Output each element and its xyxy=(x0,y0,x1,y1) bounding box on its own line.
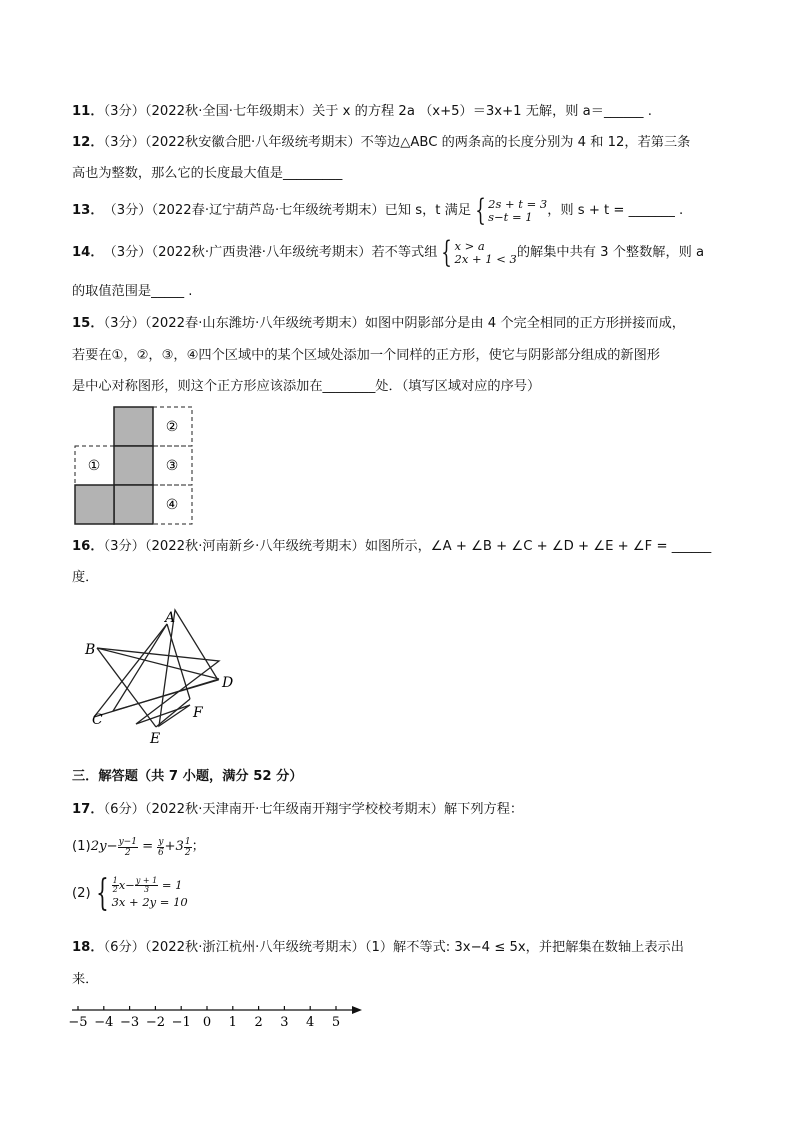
question-text-post: ，则 s + t = _______ . xyxy=(547,203,684,218)
shaded-square xyxy=(114,407,153,446)
expr-text: 2y− xyxy=(90,839,118,854)
inequality-system xyxy=(437,235,517,270)
region-4-label: ④ xyxy=(165,497,179,513)
question-17 xyxy=(72,800,523,820)
fraction-numerator: 1 xyxy=(184,836,191,847)
brace-icon: { xyxy=(441,235,453,270)
question-15-line2: 若要在①，②，③，④四个区域中的某个区域处添加一个同样的正方形，使它与阴影部分组成的新图形 xyxy=(72,348,660,363)
expr-text: ； xyxy=(191,839,205,854)
tick-label: 2 xyxy=(254,1015,263,1030)
vertex-C-label: C xyxy=(92,712,103,728)
part-label: (2) xyxy=(72,886,91,901)
question-18 xyxy=(72,938,684,958)
tick-label: −1 xyxy=(171,1015,191,1030)
system-eq2: s−t = 1 xyxy=(488,210,533,224)
system-ineq1: x > a xyxy=(454,239,485,253)
shaded-square xyxy=(114,446,153,485)
tick-label: −3 xyxy=(120,1015,140,1030)
question-number: 12． xyxy=(72,135,104,150)
question-number: 17． xyxy=(72,802,104,817)
question-number: 15． xyxy=(72,316,104,331)
shaded-square xyxy=(114,485,153,524)
question-text-line1: （3分）（2022秋安徽合肥·八年级统考期末）不等边△ABC 的两条高的长度分别为 4 和 12，若第三条 xyxy=(103,135,691,150)
question-18-line2: 来． xyxy=(72,972,99,987)
vertex-F-label: F xyxy=(193,705,203,721)
region-2-label: ② xyxy=(165,419,179,435)
tick-label: 3 xyxy=(280,1015,289,1030)
fraction-denominator: 6 xyxy=(158,847,164,858)
question-12-line2: 高也为整数，那么它的长度最大值是_________ xyxy=(72,166,343,181)
question-number: 11． xyxy=(72,104,104,119)
question-text-line1: （3分）（2022春·山东潍坊·八年级统考期末）如图中阴影部分是由 4 个完全相同的正方形拼接而成， xyxy=(103,316,685,331)
vertex-A-label: A xyxy=(165,610,176,626)
line-EB xyxy=(97,648,156,727)
expr-text: = 1 xyxy=(158,878,183,892)
fraction xyxy=(135,877,158,894)
system-eq2: 3x + 2y = 10 xyxy=(111,895,188,909)
question-text: （6分）（2022秋·天津南开·七年级南开翔宇学校校考期末）解下列方程： xyxy=(103,802,524,817)
fraction xyxy=(118,837,138,858)
question-15-line3: 是中心对称图形，则这个正方形应该添加在________处．（填写区域对应的序号） xyxy=(72,379,541,394)
question-12 xyxy=(72,133,690,153)
question-16-line2: 度． xyxy=(72,570,99,585)
equation-system xyxy=(91,873,188,914)
fraction-denominator: 3 xyxy=(143,885,150,894)
square-grid-figure xyxy=(72,404,202,529)
fraction-numerator: y−1 xyxy=(118,836,137,847)
question-13 xyxy=(72,193,684,228)
brace-icon: { xyxy=(475,193,486,228)
tick-label: 4 xyxy=(306,1015,315,1030)
question-17-part2 xyxy=(72,871,188,917)
tick-label: −4 xyxy=(94,1015,114,1030)
expr-text: x− xyxy=(118,878,135,892)
vertex-B-label: B xyxy=(85,642,96,658)
section-title: 三．解答题（共 7 小题，满分 52 分） xyxy=(72,769,303,784)
system-eq1: 2s + t = 3 xyxy=(488,197,548,211)
question-15 xyxy=(72,314,685,334)
fraction-denominator: 2 xyxy=(112,885,118,894)
line-AF xyxy=(167,624,190,699)
region-3-label: ③ xyxy=(165,458,179,474)
fraction-numerator: y + 1 xyxy=(135,876,158,885)
question-number: 14． xyxy=(72,245,104,260)
fraction xyxy=(112,877,119,894)
region-1-label: ① xyxy=(87,458,101,474)
question-text-line1: （3分）（2022秋·河南新乡·八年级统考期末）如图所示，∠A + ∠B + ∠C + ∠D + ∠E + ∠F = ______ xyxy=(103,539,712,554)
star-figure xyxy=(80,606,250,751)
fraction-denominator: 2 xyxy=(184,847,191,858)
question-14-line2: 的取值范围是_____ . xyxy=(72,284,193,299)
fraction-numerator: 1 xyxy=(112,876,118,885)
shaded-square xyxy=(75,485,114,524)
tick-label: 0 xyxy=(202,1015,212,1030)
fraction-numerator: y xyxy=(158,836,164,847)
fraction-denominator: 2 xyxy=(124,847,131,858)
question-text-pre: （3分）（2022秋·广西贵港·八年级统考期末）若不等式组 xyxy=(103,245,438,260)
question-text-pre: （3分）（2022春·辽宁葫芦岛·七年级统考期末）已知 s，t 满足 xyxy=(103,203,472,218)
vertex-E-label: E xyxy=(150,731,161,747)
tick-label: −2 xyxy=(145,1015,165,1030)
tick-label: 1 xyxy=(228,1015,237,1030)
question-text: （3分）（2022秋·全国·七年级期末）关于 x 的方程 2a （x+5）＝3x+1 无解，则 a＝______ . xyxy=(103,104,652,119)
number-line xyxy=(66,998,366,1032)
fraction xyxy=(157,837,164,858)
brace-icon: { xyxy=(95,873,109,914)
fraction xyxy=(184,837,192,858)
question-number: 13． xyxy=(72,203,104,218)
part-label: (1) xyxy=(72,839,91,854)
question-17-part1 xyxy=(72,833,205,861)
expr-text: = xyxy=(137,839,158,854)
tick-label: 5 xyxy=(331,1015,341,1030)
question-text-line1: （6分）（2022秋·浙江杭州·八年级统考期末）（1）解不等式: 3x−4 ≤ 5x，并把解集在数轴上表示出 xyxy=(103,940,684,955)
system-ineq2: 2x + 1 < 3 xyxy=(454,252,517,266)
question-16 xyxy=(72,537,711,557)
question-11 xyxy=(72,102,652,122)
question-14 xyxy=(72,235,705,270)
line-AC xyxy=(94,624,167,717)
question-number: 16． xyxy=(72,539,104,554)
arrow-icon xyxy=(352,1006,362,1014)
equation-system xyxy=(471,193,548,228)
system-eq1 xyxy=(112,877,188,894)
tick-label: −5 xyxy=(68,1015,88,1030)
question-text-post: 的解集中共有 3 个整数解，则 a xyxy=(516,245,705,260)
question-number: 18． xyxy=(72,940,104,955)
vertex-D-label: D xyxy=(222,675,234,691)
expr-text: +3 xyxy=(164,839,184,854)
